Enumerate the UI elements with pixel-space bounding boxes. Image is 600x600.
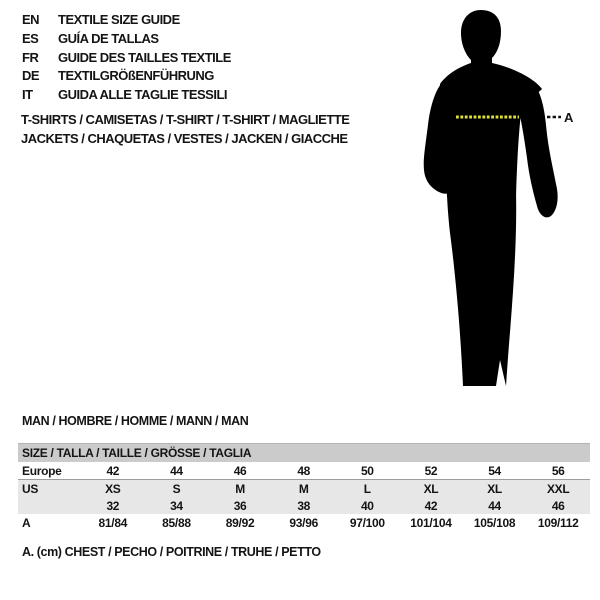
language-label: GUIDE DES TAILLES TEXTILE	[58, 49, 231, 65]
language-list	[22, 11, 231, 105]
table-cell: 109/112	[537, 516, 579, 530]
language-code: EN	[22, 12, 40, 27]
table-cell: 36	[208, 497, 272, 514]
language-row-it	[22, 86, 231, 105]
table-row-us-numeric	[18, 497, 590, 514]
measurement-footnote: A. (cm) CHEST / PECHO / POITRINE / TRUHE / PETTO	[22, 545, 321, 559]
table-cell: 42	[399, 497, 463, 514]
table-cell: 48	[297, 463, 311, 478]
table-cell: M	[208, 480, 272, 498]
table-cell: 46	[233, 463, 247, 478]
language-row-fr	[22, 49, 231, 68]
table-cell: 89/92	[225, 516, 255, 530]
language-row-en	[22, 11, 231, 30]
row-label: Europe	[22, 463, 62, 478]
section-title-man: MAN / HOMBRE / HOMME / MANN / MAN	[22, 414, 249, 428]
table-cell: L	[336, 480, 400, 498]
size-table	[18, 443, 590, 532]
size-table-header-row	[18, 444, 590, 463]
table-cell: XS	[81, 480, 145, 498]
table-row-chest-cm	[18, 514, 590, 532]
table-cell: XXL	[526, 480, 590, 498]
table-cell: 46	[526, 497, 590, 514]
measure-label-a: A	[564, 110, 574, 125]
language-row-es	[22, 30, 231, 49]
table-cell: 44	[463, 497, 527, 514]
row-label: A	[22, 516, 31, 530]
man-silhouette	[424, 10, 558, 386]
table-cell: 34	[145, 497, 209, 514]
table-cell: M	[272, 480, 336, 498]
category-tshirts: T-SHIRTS / CAMISETAS / T-SHIRT / T-SHIRT / MAGLIETTE	[21, 112, 350, 127]
language-code: FR	[22, 49, 39, 65]
table-cell: 81/84	[98, 516, 128, 530]
table-cell: 54	[488, 463, 501, 478]
table-cell: 38	[272, 497, 336, 514]
language-label: GUIDA ALLE TAGLIE TESSILI	[58, 87, 228, 103]
table-cell: 52	[424, 463, 438, 478]
table-cell: 42	[106, 463, 120, 478]
table-row-europe	[18, 462, 590, 480]
table-cell: 101/104	[410, 516, 452, 530]
language-code: ES	[22, 30, 39, 46]
language-label: GUÍA DE TALLAS	[58, 30, 159, 46]
garment-categories	[21, 110, 349, 148]
row-label: US	[18, 480, 81, 498]
category-jackets: JACKETS / CHAQUETAS / VESTES / JACKEN / GIACCHE	[21, 131, 348, 146]
row-label	[18, 497, 81, 514]
table-cell: 97/100	[349, 516, 385, 530]
table-cell: S	[145, 480, 209, 498]
table-cell: 85/88	[162, 516, 191, 530]
table-cell: 56	[551, 463, 565, 478]
language-label: TEXTILE SIZE GUIDE	[58, 12, 180, 27]
language-code: DE	[22, 68, 40, 84]
size-table-header: SIZE / TALLA / TAILLE / GRÖSSE / TAGLIA	[18, 444, 590, 463]
table-cell: 44	[170, 463, 183, 478]
table-cell: 93/96	[289, 516, 318, 530]
table-cell: 50	[360, 463, 374, 478]
language-label: TEXTILGRÖßENFÜHRUNG	[58, 68, 214, 84]
table-cell: XL	[463, 480, 527, 498]
man-silhouette-figure	[415, 0, 595, 395]
table-row-us	[18, 480, 590, 498]
table-cell: 105/108	[473, 516, 516, 530]
language-row-de	[22, 67, 231, 86]
table-cell: XL	[399, 480, 463, 498]
table-cell: 32	[81, 497, 145, 514]
table-cell: 40	[336, 497, 400, 514]
language-code: IT	[22, 87, 33, 103]
